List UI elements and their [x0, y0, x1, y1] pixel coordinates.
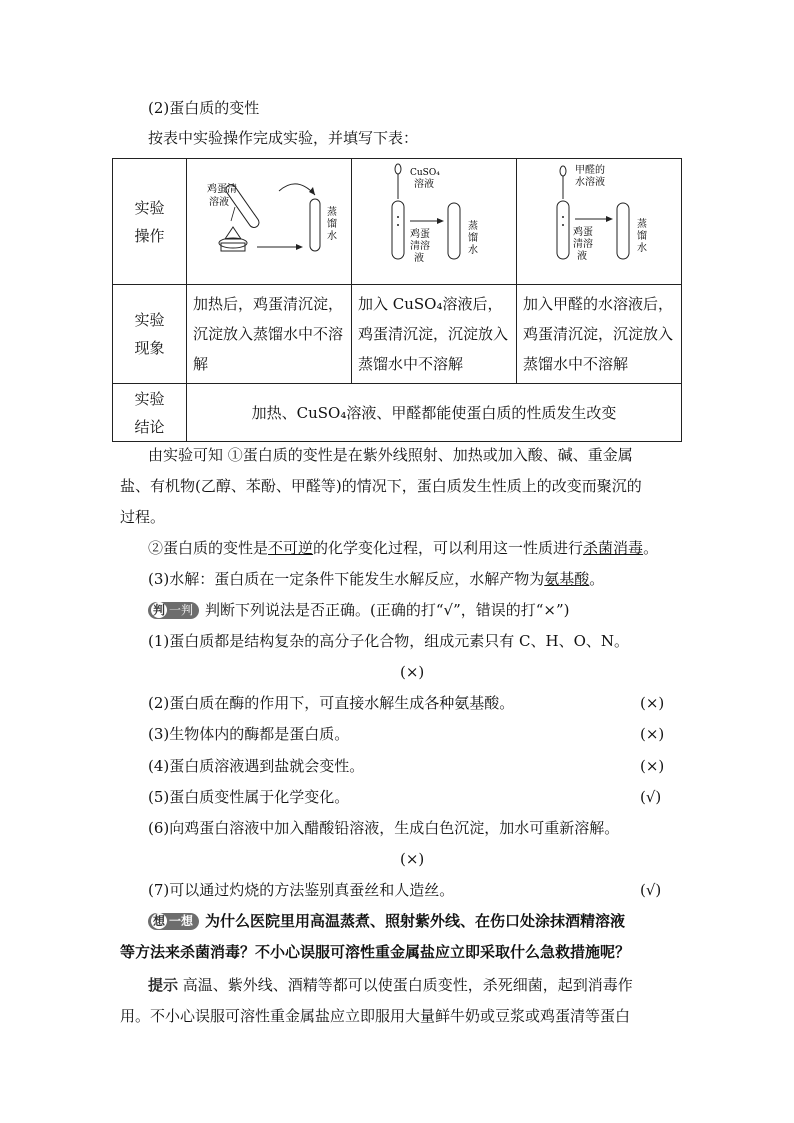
judge-header: 判 一判 判断下列说法是否正确。(正确的打“√”，错误的打“×”): [148, 600, 570, 620]
formaldehyde-apparatus-diagram: [517, 159, 681, 280]
svg-text:馏: 馏: [327, 219, 337, 230]
cuso4-apparatus-diagram: [352, 159, 516, 280]
svg-text:液: 液: [577, 251, 587, 262]
paragraph1-line1: 由实验可知 ①蛋白质的变性是在紫外线照射、加热或加入酸、碱、重金属: [148, 446, 633, 464]
heating-apparatus-diagram: [187, 159, 351, 280]
row-label-operation: 实验 操作: [113, 159, 187, 285]
svg-text:水: 水: [637, 243, 647, 254]
hint-line2: 用。不小心误服可溶性重金属盐应立即服用大量鲜牛奶或豆浆或鸡蛋清等蛋白: [120, 1007, 631, 1025]
judge-item-2: (2)蛋白质在酶的作用下，可直接水解生成各种氨基酸。: [148, 694, 515, 712]
section-title: (2)蛋白质的变性: [148, 99, 260, 117]
row-label-conclusion: 实验 结论: [113, 384, 187, 442]
think-line2: 等方法来杀菌消毒？不小心误服可溶性重金属盐应立即采取什么急救措施呢？: [120, 943, 631, 961]
phenomenon-heating: 加热后，鸡蛋清沉淀，沉淀放入蒸馏水中不溶解: [187, 285, 352, 384]
phenomenon-formaldehyde: 加入甲醛的水溶液后，鸡蛋清沉淀，沉淀放入蒸馏水中不溶解: [517, 285, 682, 384]
svg-text:馏: 馏: [468, 233, 478, 244]
svg-text:清溶: 清溶: [410, 241, 430, 252]
svg-text:蒸: 蒸: [327, 207, 337, 218]
judge-item-6: (6)向鸡蛋白溶液中加入醋酸铅溶液，生成白色沉淀，加水可重新溶解。: [148, 819, 620, 837]
answer-irreversible: 不可逆: [268, 539, 314, 557]
paragraph3: (3)水解：蛋白质在一定条件下能发生水解反应，水解产物为氨基酸。: [148, 570, 605, 588]
judge-mark-2: (×): [640, 694, 665, 712]
experiment-table: [112, 158, 682, 442]
table-intro: 按表中实验操作完成实验，并填写下表：: [148, 129, 419, 147]
judge-badge: 判 一判: [148, 602, 199, 619]
svg-text:甲醛的: 甲醛的: [575, 165, 605, 176]
judge-mark-3: (×): [640, 725, 665, 743]
think-badge: 想 一想: [148, 913, 199, 930]
svg-text:鸡蛋: 鸡蛋: [410, 229, 430, 240]
svg-text:水: 水: [327, 231, 337, 242]
judge-item-4: (4)蛋白质溶液遇到盐就会变性。: [148, 757, 365, 775]
svg-text:液: 液: [414, 253, 424, 264]
judge-item-1: (1)蛋白质都是结构复杂的高分子化合物，组成元素只有 C、H、O、N。: [148, 632, 629, 650]
svg-text:水: 水: [468, 245, 478, 256]
judge-mark-6: (×): [400, 850, 425, 868]
diagram-heating: [187, 159, 352, 285]
judge-item-7: (7)可以通过灼烧的方法鉴别真蚕丝和人造丝。: [148, 881, 455, 899]
judge-item-3: (3)生物体内的酶都是蛋白质。: [148, 725, 350, 743]
svg-text:蒸: 蒸: [637, 219, 647, 230]
judge-item-5: (5)蛋白质变性属于化学变化。: [148, 788, 350, 806]
judge-mark-5: (√): [640, 788, 662, 806]
svg-text:蒸: 蒸: [468, 221, 478, 232]
svg-text:CuSO₄: CuSO₄: [410, 168, 440, 178]
conclusion-cell: 加热、CuSO₄溶液、甲醛都能使蛋白质的性质发生改变: [187, 384, 682, 442]
judge-mark-1: (×): [400, 663, 425, 681]
paragraph1-line2: 盐、有机物(乙醇、苯酚、甲醛等)的情况下，蛋白质发生性质上的改变而聚沉的: [120, 477, 642, 495]
svg-text:水溶液: 水溶液: [575, 177, 605, 188]
svg-text:鸡蛋: 鸡蛋: [573, 227, 593, 238]
diagram-formaldehyde: [517, 159, 682, 285]
think-line1: 想 一想 为什么医院里用高温蒸煮、照射紫外线、在伤口处涂抹酒精溶液: [148, 911, 625, 931]
diagram-cuso4: [352, 159, 517, 285]
svg-text:馏: 馏: [637, 231, 647, 242]
answer-amino-acid: 氨基酸: [544, 570, 590, 588]
paragraph1-line3: 过程。: [120, 508, 166, 526]
svg-text:清溶: 清溶: [573, 239, 593, 250]
svg-text:溶液: 溶液: [414, 179, 434, 190]
row-label-phenomenon: 实验 现象: [113, 285, 187, 384]
phenomenon-cuso4: 加入 CuSO₄溶液后，鸡蛋清沉淀，沉淀放入蒸馏水中不溶解: [352, 285, 517, 384]
judge-mark-4: (×): [640, 757, 665, 775]
svg-text:鸡蛋清: 鸡蛋清: [207, 184, 237, 195]
paragraph2: ②蛋白质的变性是不可逆的化学变化过程，可以利用这一性质进行杀菌消毒。: [148, 539, 659, 557]
hint-line1: 提示 高温、紫外线、酒精等都可以使蛋白质变性，杀死细菌，起到消毒作: [148, 976, 633, 994]
svg-text:溶液: 溶液: [209, 197, 229, 208]
hint-label: 提示: [148, 976, 179, 994]
judge-mark-7: (√): [640, 881, 662, 899]
answer-sterilize: 杀菌消毒: [583, 539, 644, 557]
